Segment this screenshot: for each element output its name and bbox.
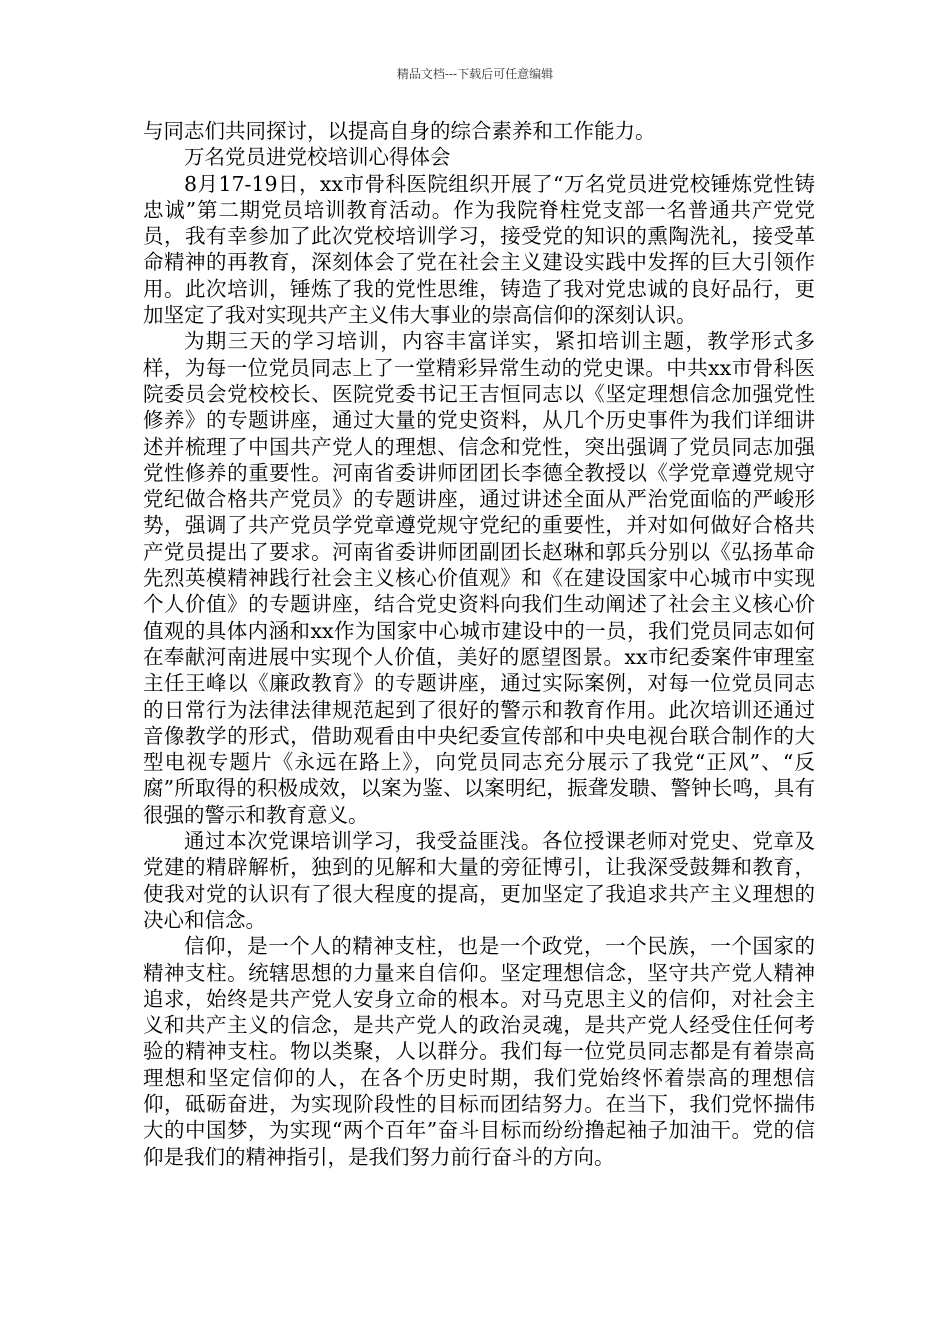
document-body: [143, 118, 815, 1170]
section-title: 万名党员进党校培训心得体会: [184, 145, 451, 170]
paragraph-continuation: 与同志们共同探讨，以提高自身的综合素养和工作能力。: [143, 119, 656, 143]
page-header: 精品文档---下载后可任意编辑: [396, 67, 554, 81]
paragraph: 为期三天的学习培训，内容丰富详实，紧扣培训主题，教学形式多样，为每一位党员同志上了一堂精彩异常生动的党史课。中共xx市骨科医院委员会党校校长、医院党委书记王吉恒同志以《坚定理想信念加强党性修养》的专题讲座，通过大量的党史资料，从几个历史事件为我们详细讲述并梳理了中国共产党人的理想、信念和党性，突出强调了党员同志加强党性修养的重要性。河南省委讲师团团长李德全教授以《学党章遵党规守党纪做合格共产党员》的专题讲座，通过讲述全面从严治党面临的严峻形势，强调了共产党员学党章遵党规守党纪的重要性，并对如何做好合格共产党员提出了要求。河南省委讲师团副团长赵琳和郭兵分别以《弘扬革命先烈英模精神践行社会主义核心价值观》和《在建设国家中心城市中实现个人价值》的专题讲座，结合党史资料向我们生动阐述了社会主义核心价值观的具体内涵和xx作为国家中心城市建设中的一员，我们党员同志如何在奉献河南进展中实现个人价值，美好的愿望图景。xx市纪委案件审理室主任王峰以《廉政教育》的专题讲座，通过实际案例，对每一位党员同志的日常行为法律法律规范起到了很好的警示和教育作用。此次培训还通过音像教学的形式，借助观看由中央纪委宣传部和中央电视台联合制作的大型电视专题片《永远在路上》，向党员同志充分展示了我党“正风”、“反腐”所取得的积极成效，以案为鉴、以案明纪，振聋发聩、警钟长鸣，具有很强的警示和教育意义。: [143, 329, 815, 827]
paragraph: 通过本次党课培训学习，我受益匪浅。各位授课老师对党史、党章及党建的精辟解析，独到的见解和大量的旁征博引，让我深受鼓舞和教育，使我对党的认识有了很大程度的提高，更加坚定了我追求共产主义理想的决心和信念。: [143, 829, 815, 932]
paragraph: 8月17-19日，xx市骨科医院组织开展了“万名党员进党校锤炼党性铸忠诚”第二期党员培训教育活动。作为我院脊柱党支部一名普通共产党党员，我有幸参加了此次党校培训学习，接受党的知识的熏陶洗礼，接受革命精神的再教育，深刻体会了党在社会主义建设实践中发挥的巨大引领作用。此次培训，锤炼了我的党性思维，铸造了我对党忠诚的良好品行，更加坚定了我对实现共产主义伟大事业的崇高信仰的深刻认识。: [143, 171, 815, 328]
paragraph: 信仰，是一个人的精神支柱，也是一个政党，一个民族，一个国家的精神支柱。统辖思想的力量来自信仰。坚定理想信念，坚守共产党人精神追求，始终是共产党人安身立命的根本。对马克思主义的信仰，对社会主义和共产主义的信念，是共产党人的政治灵魂，是共产党人经受住任何考验的精神支柱。物以类聚，人以群分。我们每一位党员同志都是有着崇高理想和坚定信仰的人，在各个历史时期，我们党始终怀着崇高的理想信仰，砥砺奋进，为实现阶段性的目标而团结努力。在当下，我们党怀揣伟大的中国梦，为实现“两个百年”奋斗目标而纷纷撸起袖子加油干。党的信仰是我们的精神指引，是我们努力前行奋斗的方向。: [143, 934, 815, 1169]
